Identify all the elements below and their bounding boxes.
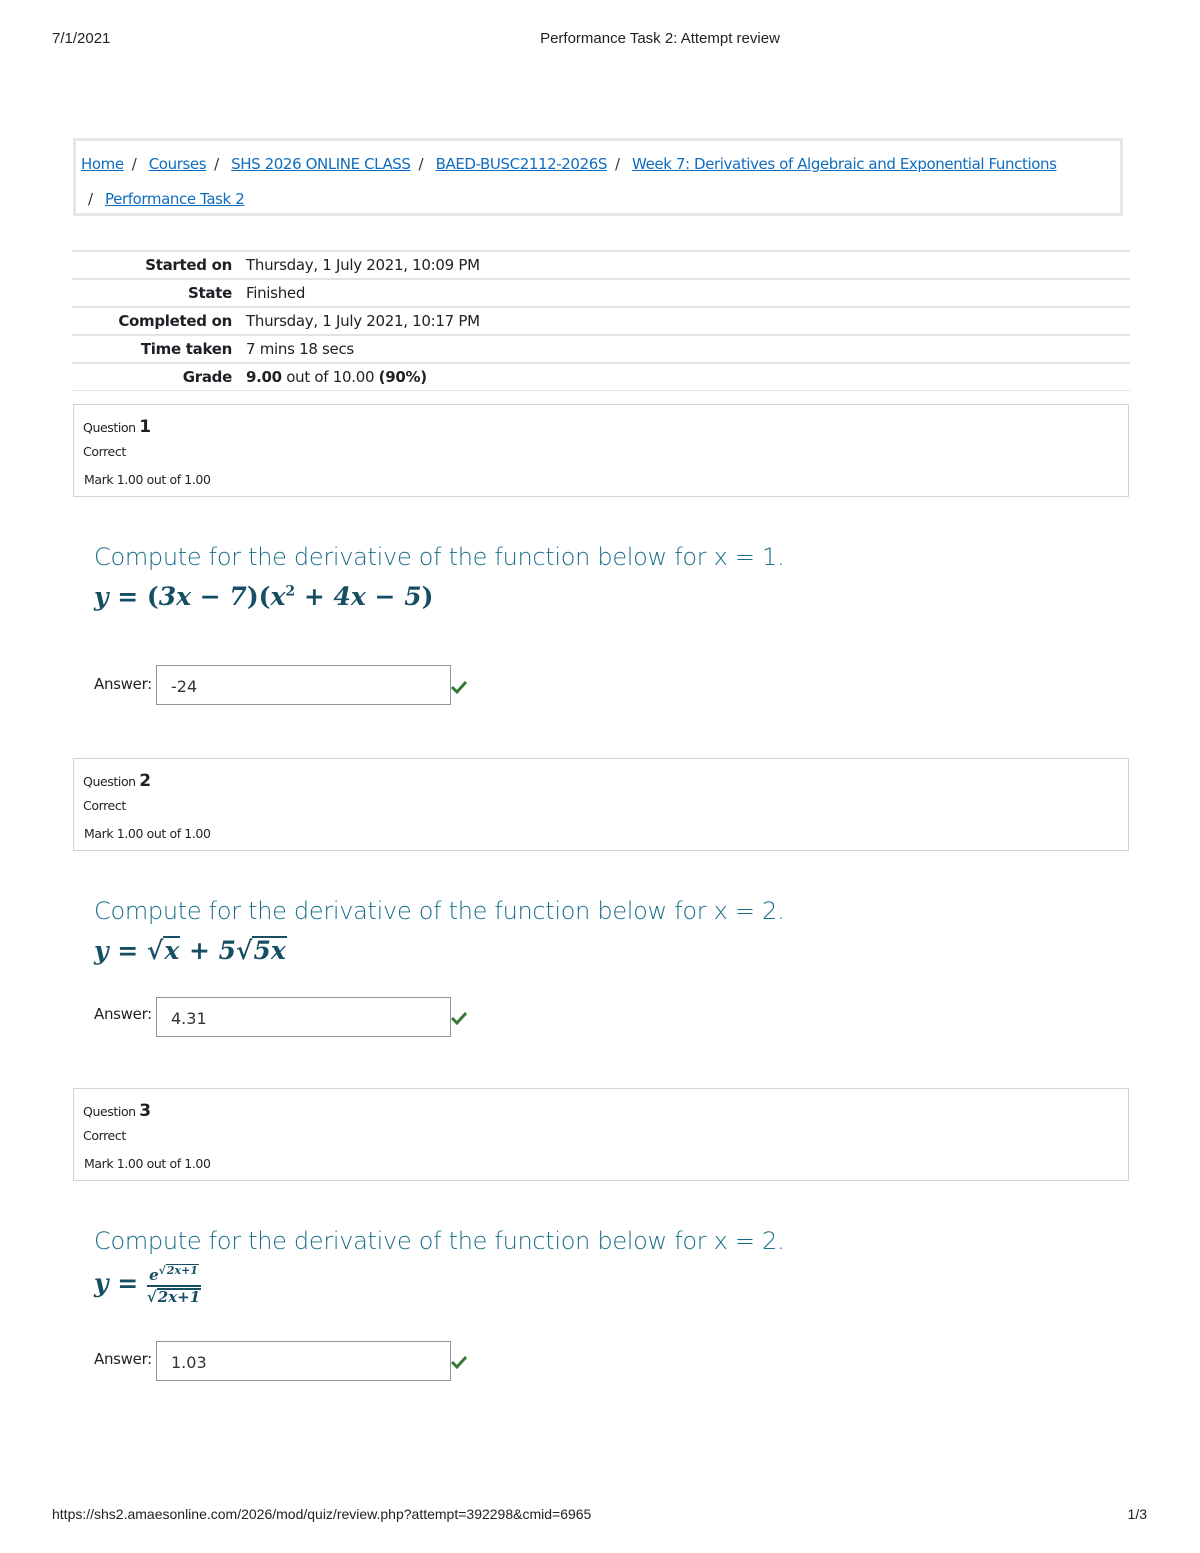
question-info-1 <box>73 404 1129 497</box>
started-value: Thursday, 1 July 2021, 10:09 PM <box>246 251 1130 279</box>
formula-3: y = $\frac{e^{√2x+1}}{√2x+1}$ <box>94 1264 201 1306</box>
summary-row-grade <box>72 363 1130 391</box>
breadcrumb-week[interactable]: Week 7: Derivatives of Algebraic and Exponential Functions <box>632 155 1057 173</box>
breadcrumb-separator: / <box>214 155 219 173</box>
completed-label: Completed on <box>72 307 246 335</box>
attempt-summary <box>72 250 1130 391</box>
answer-label: Answer: <box>94 675 152 693</box>
print-title: Performance Task 2: Attempt review <box>540 30 780 47</box>
breadcrumb-separator: / <box>88 190 93 208</box>
time-label: Time taken <box>72 335 246 363</box>
summary-row-state <box>72 279 1130 307</box>
question-text-1: Compute for the derivative of the function below for x = 1. <box>94 543 785 571</box>
formula-2: y = √x + 5√5x <box>94 936 286 965</box>
breadcrumb-separator: / <box>418 155 424 173</box>
check-icon <box>450 1353 468 1371</box>
print-page-number: 1/3 <box>1127 1506 1147 1522</box>
started-label: Started on <box>72 251 246 279</box>
breadcrumb-task[interactable]: Performance Task 2 <box>105 190 245 208</box>
question-number <box>83 417 151 437</box>
answer-label: Answer: <box>94 1350 152 1368</box>
question-state: Correct <box>83 1128 126 1143</box>
summary-row-time <box>72 335 1130 363</box>
question-grade: Mark 1.00 out of 1.00 <box>84 1156 211 1171</box>
breadcrumb-class[interactable]: SHS 2026 ONLINE CLASS <box>231 155 411 173</box>
summary-row-started <box>72 251 1130 279</box>
print-date: 7/1/2021 <box>52 30 111 47</box>
grade-value <box>246 363 1130 391</box>
grade-percent: (90%) <box>378 368 427 386</box>
question-label: Question <box>83 420 136 435</box>
grade-out-of: out of 10.00 <box>281 368 379 386</box>
question-grade: Mark 1.00 out of 1.00 <box>84 826 211 841</box>
check-icon <box>450 1009 468 1027</box>
question-state: Correct <box>83 798 126 813</box>
answer-label: Answer: <box>94 1005 152 1023</box>
formula-1: $y = (3x - 7)(x^2 + 4x - 5)$ <box>94 582 434 611</box>
question-num: 3 <box>139 1101 151 1121</box>
question-grade: Mark 1.00 out of 1.00 <box>84 472 211 487</box>
check-icon <box>450 678 468 696</box>
state-value: Finished <box>246 279 1130 307</box>
breadcrumb-separator: / <box>131 155 137 173</box>
breadcrumb-home[interactable]: Home <box>81 155 124 173</box>
question-state: Correct <box>83 444 126 459</box>
summary-row-completed <box>72 307 1130 335</box>
state-label: State <box>72 279 246 307</box>
print-url: https://shs2.amaesonline.com/2026/mod/quiz/review.php?attempt=392298&cmid=6965 <box>52 1506 592 1522</box>
breadcrumb-courses[interactable]: Courses <box>148 155 207 173</box>
formula-fraction: $\frac{e^{√2x+1}}{√2x+1}$ <box>146 1264 201 1306</box>
question-text-2: Compute for the derivative of the function below for x = 2. <box>94 897 785 925</box>
question-number <box>83 771 151 791</box>
breadcrumb <box>73 138 1123 216</box>
question-label: Question <box>83 1104 136 1119</box>
answer-input-1[interactable]: -24 <box>156 665 451 705</box>
question-label: Question <box>83 774 136 789</box>
print-header <box>0 30 1200 50</box>
answer-input-2[interactable]: 4.31 <box>156 997 451 1037</box>
completed-value: Thursday, 1 July 2021, 10:17 PM <box>246 307 1130 335</box>
question-number <box>83 1101 151 1121</box>
grade-label: Grade <box>72 363 246 391</box>
grade-score: 9.00 <box>246 368 282 386</box>
time-value: 7 mins 18 secs <box>246 335 1130 363</box>
question-num: 2 <box>139 771 151 791</box>
breadcrumb-course[interactable]: BAED-BUSC2112-2026S <box>435 155 607 173</box>
question-info-3 <box>73 1088 1129 1181</box>
question-text-3: Compute for the derivative of the function below for x = 2. <box>94 1227 785 1255</box>
breadcrumb-separator: / <box>614 155 620 173</box>
answer-input-3[interactable]: 1.03 <box>156 1341 451 1381</box>
question-info-2 <box>73 758 1129 851</box>
question-num: 1 <box>139 417 151 437</box>
